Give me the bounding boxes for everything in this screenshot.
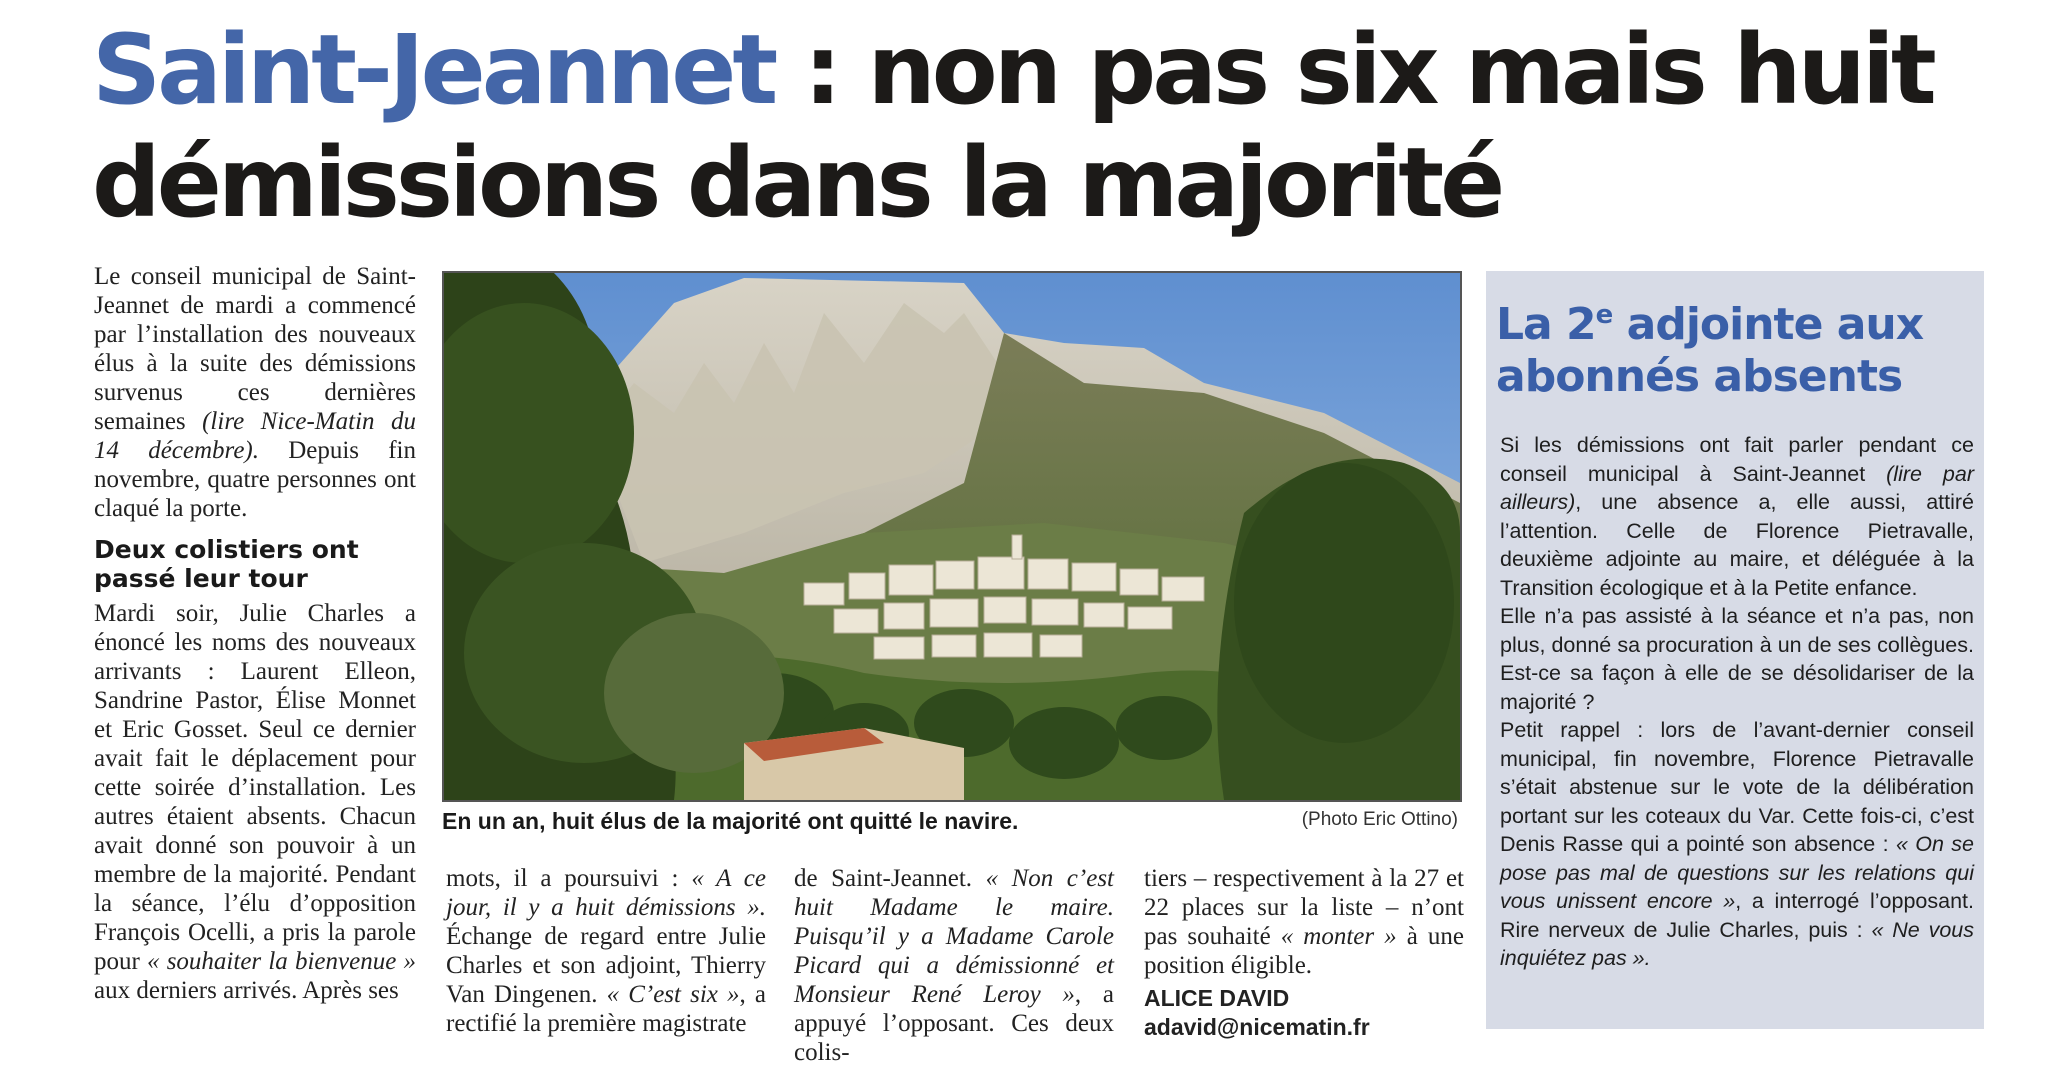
intro-end: Depuis fin novembre, quatre personnes ont claqué la porte. [94,437,416,522]
col2-text-c: , a rectifié la première magistrate [446,981,766,1037]
col4-text-b: à une position éligible. [1144,923,1464,979]
sidebar-p3-quote-2: « Ne vous inquiétez pas ». [1500,917,1975,970]
col3-paragraph [794,864,1114,1067]
sidebar-title-pre: La 2 [1496,299,1596,350]
sidebar-paragraph-3 [1500,716,1974,973]
col4-quote: « monter » [1280,923,1397,950]
article-column-2 [446,864,766,1038]
headline-place: Saint-Jeannet [92,14,775,126]
sidebar-title-post: adjointe aux abonnés absents [1496,299,1924,402]
article-photo [442,271,1462,802]
col3-text-b: , a appuyé l’opposant. Ces deux colis- [794,981,1114,1066]
col2-paragraph [446,864,766,1038]
col4-paragraph [1144,864,1464,980]
sidebar-p3-quote-1: « On se pose pas mal de questions sur les relations qui vous unissent encore » [1500,832,1974,913]
author-name: ALICE DAVID [1144,985,1290,1011]
article-column-4 [1144,864,1464,1042]
col2-quote-2: « C’est six » [606,981,740,1008]
intro-reference: (lire Nice-Matin du 14 décembre). [94,408,416,464]
author-email[interactable]: adavid@nicematin.fr [1144,1014,1370,1040]
sidebar-p3-b: , a interrogé l’opposant. Rire nerveux de Julie Charles, puis : [1500,889,1974,942]
sidebar-body [1500,431,1974,973]
intro-text: Le conseil municipal de Saint-Jeannet de mardi a commencé par l’installation des nouveaux élus à la suite des démissions survenus ces dernières semaines [94,263,416,435]
village-mountain-photo [444,273,1460,800]
sidebar-paragraph-2: Elle n’a pas assisté à la séance et n’a pas, non plus, donné sa procuration à un de ses collègues. Est-ce sa façon à elle de se désolidariser de la majorité ? [1500,604,1974,714]
p2-text: Mardi soir, Julie Charles a énoncé les noms des nouveaux arrivants : Laurent Elleon, Sandrine Pastor, Élise Monnet et Eric Gosset. Seul ce dernier avait fait le déplacement pour cette soirée d’installation. Les autres étaient absents. Chacun avait donné son pouvoir à un membre de la majorité. Pendant la séance, l’élu d’opposition François Ocelli, a pris la parole pour [94,600,416,975]
sidebar-title [1496,289,1976,403]
p2-quote: « souhaiter la bienvenue » [147,948,416,975]
col2-text-b: Échange de regard entre Julie Charles et son adjoint, Thierry Van Dingenen. [446,923,766,1008]
col2-text-a: mots, il a poursuivi : [446,865,692,892]
sidebar-paragraph-1 [1500,431,1974,602]
photo-credit: (Photo Eric Ottino) [1301,809,1458,830]
sidebar-p3-a: Petit rappel : lors de l’avant-dernier conseil municipal, fin novembre, Florence Pietravalle s’était abstenue sur le vote de la délibération portant sur les coteaux du Var. Cette fois-ci, c’est Denis Rasse qui a pointé son absence : [1500,718,1974,856]
sidebar-title-sup: e [1595,300,1613,330]
article-paragraph-2 [94,599,416,1005]
article-subhead: Deux colistiers ont passé leur tour [94,535,359,593]
col2-quote-1: « A ce jour, il y a huit démissions ». [446,865,766,921]
headline [92,14,1992,240]
sidebar-p1-ref: (lire par ailleurs) [1500,461,1974,514]
p2-end: aux derniers arrivés. Après ses [94,977,399,1004]
col4-text-a: tiers – respectivement à la 27 et 22 places sur la liste – n’ont pas souhaité [1144,865,1464,950]
article-column-3 [794,864,1114,1067]
sidebar-box [1486,271,1984,1029]
headline-rest: : non pas six mais huit démissions dans la majorité [92,14,1933,239]
article-column-1 [94,262,416,1005]
sidebar-p1-b: , une absence a, elle aussi, attiré l’attention. Celle de Florence Pietravalle, deuxième adjointe au maire, et déléguée à la Transition écologique et à la Petite enfance. [1500,490,1974,600]
article-intro [94,262,416,523]
col3-text-a: de Saint-Jeannet. [794,865,986,892]
photo-caption [442,808,1458,835]
caption-text: En un an, huit élus de la majorité ont quitté le navire. [442,808,1019,834]
col3-quote: « Non c’est huit Madame le maire. Puisqu’il y a Madame Carole Picard qui a démissionné et Monsieur René Leroy » [794,865,1114,1008]
sidebar-p1-a: Si les démissions ont fait parler pendant ce conseil municipal à Saint-Jeannet [1500,433,1974,486]
